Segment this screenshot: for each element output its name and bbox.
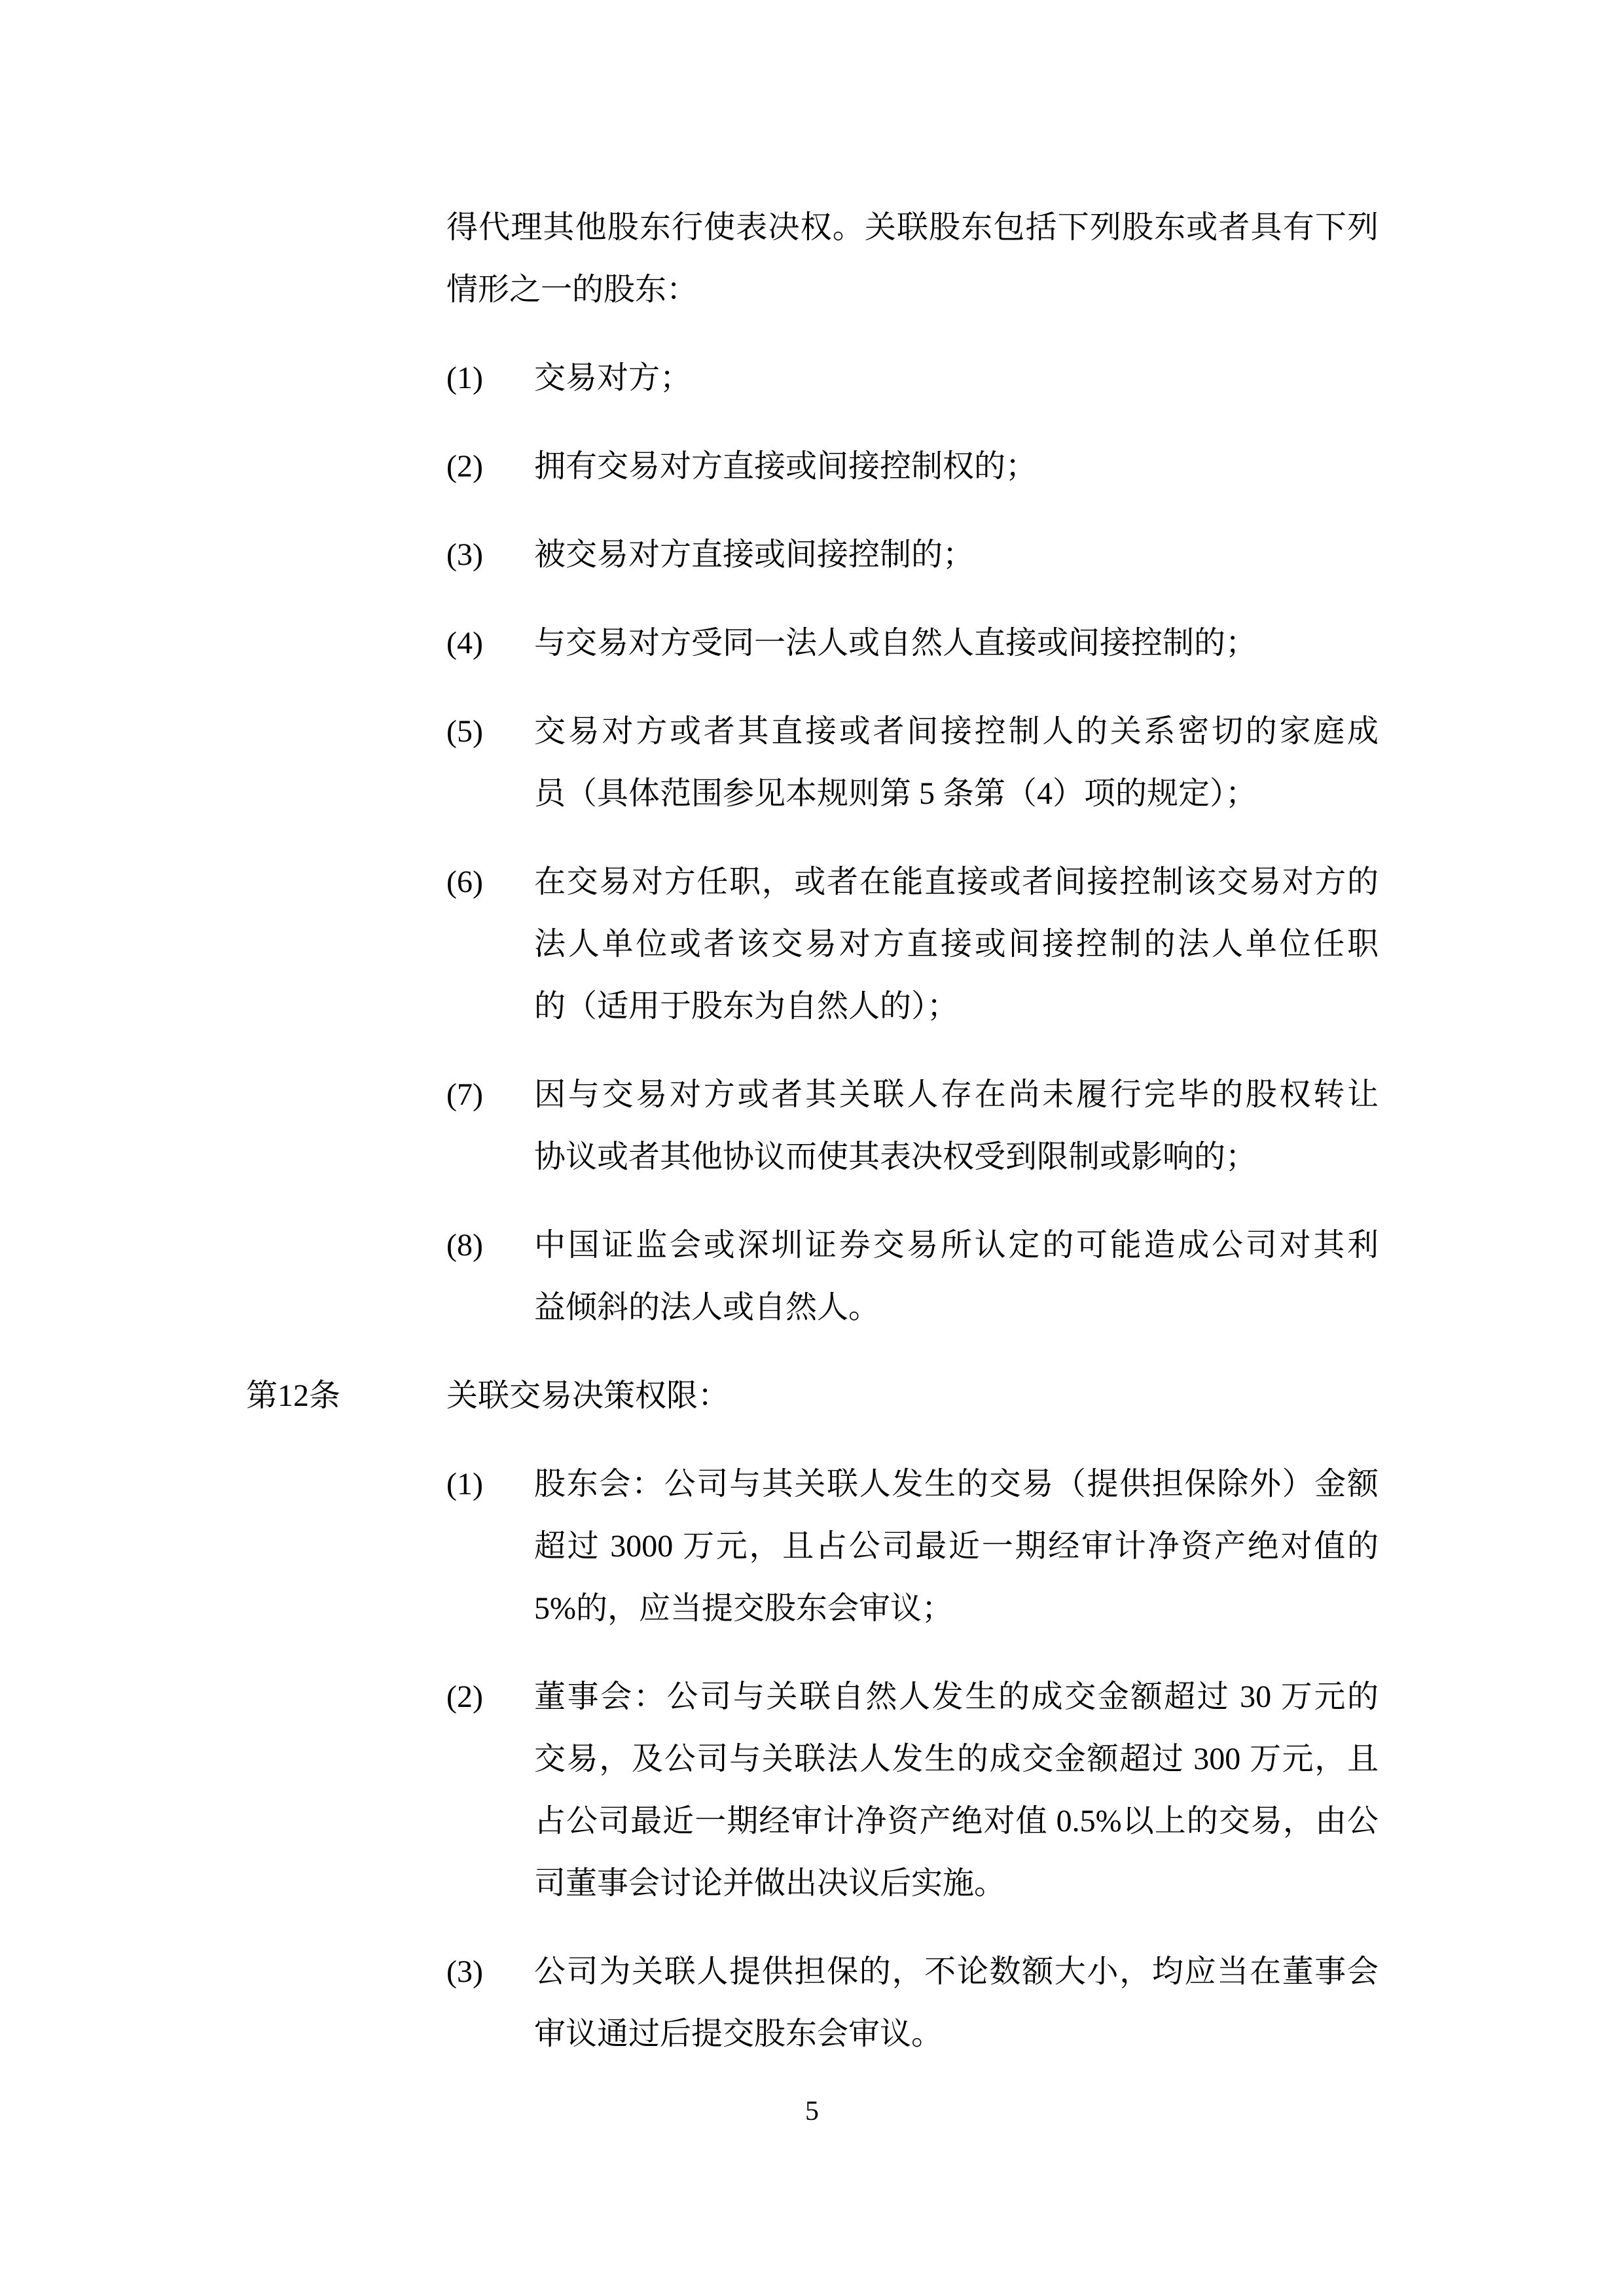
list-item [446,1214,1379,1338]
list-item [446,700,1379,825]
list-item [446,1453,1379,1640]
item-number: (8) [446,1228,483,1263]
text-line: 审议通过后提交股东会审议。 [534,2017,943,2051]
item-number: (6) [446,865,483,899]
text-line: 法人单位或者该交易对方直接或间接控制的法人单位任职 [534,927,1379,961]
item-text [534,700,1379,825]
text-line: 超过 3000 万元，且占公司最近一期经审计净资产绝对值的 [534,1529,1379,1564]
text-line: 交易，及公司与关联法人发生的成交金额超过 300 万元，且 [534,1742,1379,1776]
page-number: 5 [805,2096,819,2126]
item-number: (1) [446,1467,483,1501]
article-title [446,1365,1379,1427]
item-text [534,435,1379,497]
item-text [534,612,1379,674]
list-item [446,524,1379,586]
text-line: 公司为关联人提供担保的，不论数额大小，均应当在董事会 [534,1954,1379,1989]
text-line: 员（具体范围参见本规则第 5 条第（4）项的规定）； [534,776,1257,811]
item-text [534,347,1379,409]
text-line: 交易对方或者其直接或者间接控制人的关系密切的家庭成 [534,714,1379,749]
text-line: 中国证监会或深圳证券交易所认定的可能造成公司对其利 [534,1228,1379,1263]
text-line: 交易对方； [534,361,692,395]
item-text [534,1941,1379,2065]
item-text [534,524,1379,586]
text-line: 情形之一的股东： [446,272,698,307]
item-text [534,1453,1379,1640]
list-item [446,1666,1379,1914]
text-line: 协议或者其他协议而使其表决权受到限制或影响的； [534,1139,1257,1174]
item-text [534,1214,1379,1338]
text-line: 拥有交易对方直接或间接控制权的； [534,449,1038,484]
intro-paragraph [446,196,1379,321]
text-line: 因与交易对方或者其关联人存在尚未履行完毕的股权转让 [534,1077,1379,1112]
item-text [534,1064,1379,1188]
item-number: (2) [446,1679,483,1714]
text-block [246,196,1379,2065]
item-number: (3) [446,1954,483,1989]
item-number: (5) [446,714,483,749]
text-line: 5%的，应当提交股东会审议； [534,1591,953,1626]
item-text [534,1666,1379,1914]
text-line: 被交易对方直接或间接控制的； [534,537,975,572]
text-line: 董事会：公司与关联自然人发生的成交金额超过 30 万元的 [534,1679,1379,1714]
item-number: (4) [446,626,483,660]
item-text [534,851,1379,1037]
list-item [446,347,1379,409]
text-line: 股东会：公司与其关联人发生的交易（提供担保除外）金额 [534,1467,1379,1501]
list-item [446,1064,1379,1188]
list-item [446,1941,1379,2065]
item-number: (7) [446,1077,483,1112]
text-line: 与交易对方受同一法人或自然人直接或间接控制的； [534,626,1257,660]
list-item [446,612,1379,674]
text-line: 在交易对方任职，或者在能直接或者间接控制该交易对方的 [534,865,1379,899]
list-item [446,435,1379,497]
text-line: 益倾斜的法人或自然人。 [534,1290,880,1325]
text-line: 占公司最近一期经审计净资产绝对值 0.5%以上的交易，由公 [534,1804,1379,1839]
item-number: (1) [446,361,483,395]
article-number: 第12条 [246,1378,341,1413]
text-line: 司董事会讨论并做出决议后实施。 [534,1866,1006,1901]
text-line: 的（适用于股东为自然人的）； [534,989,959,1024]
item-number: (3) [446,537,483,572]
article-heading [246,1365,1379,1427]
list-item [446,851,1379,1037]
text-line: 得代理其他股东行使表决权。关联股东包括下列股东或者具有下列 [446,210,1379,245]
item-number: (2) [446,449,483,484]
text-line: 关联交易决策权限： [446,1378,730,1413]
